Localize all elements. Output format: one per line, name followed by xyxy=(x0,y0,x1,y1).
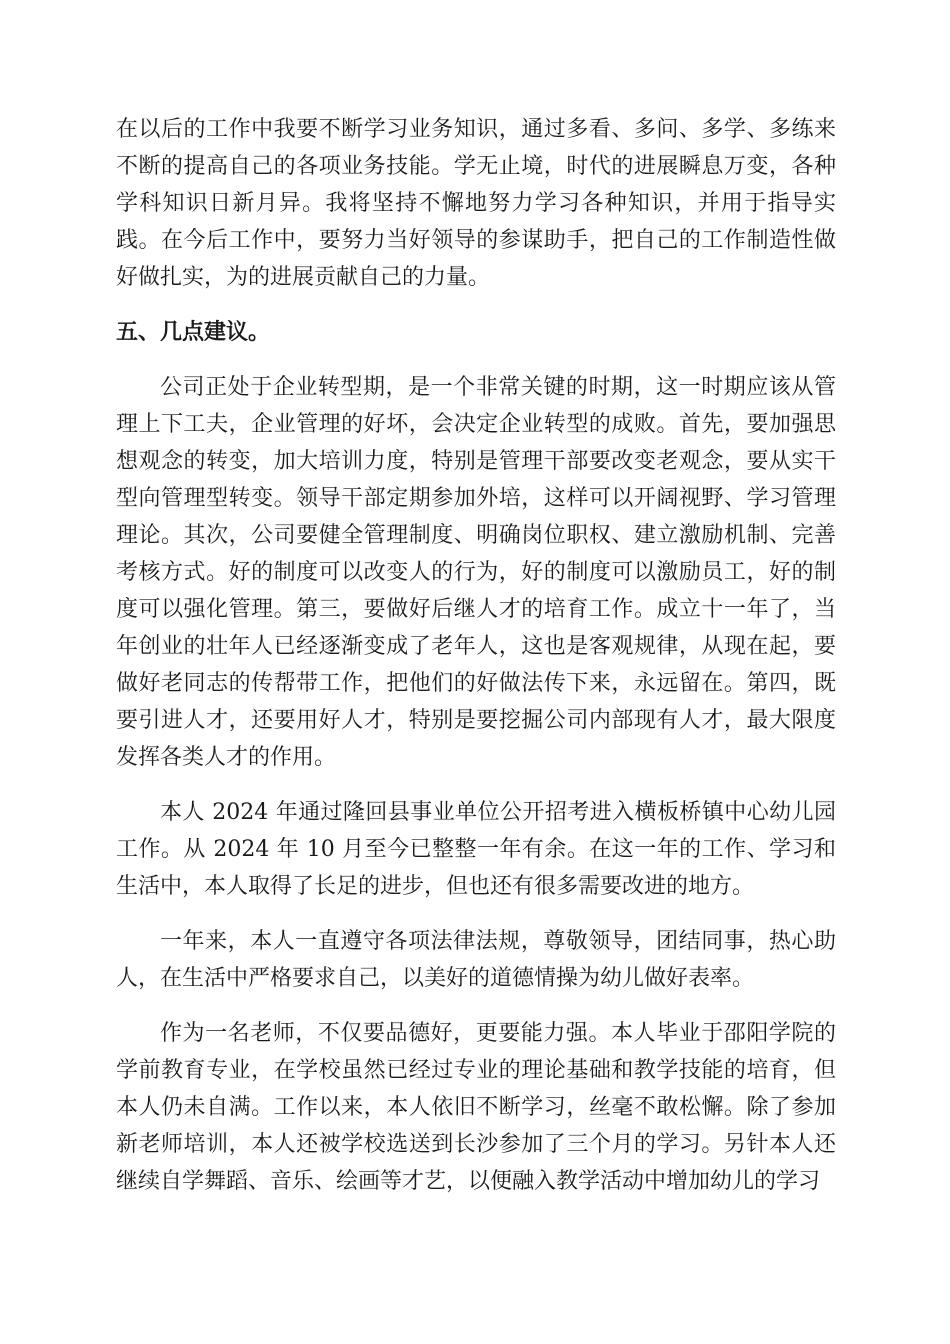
paragraph-company-suggestions: 公司正处于企业转型期，是一个非常关键的时期，这一时期应该从管理上下工夫，企业管理的好坏，会决定企业转型的成败。首先，要加强思想观念的转变，加大培训力度，特别是管理干部要改变老观念，要从实干型向管理型转变。领导干部定期参加外培，这样可以开阔视野、学习管理理论。其次，公司要健全管理制度、明确岗位职权、建立激励机制、完善考核方式。好的制度可以改变人的行为，好的制度可以激励员工，好的制度可以强化管理。第三，要做好后继人才的培育工作。成立十一年了，当年创业的壮年人已经逐渐变成了老年人，这也是客观规律，从现在起，要做好老同志的传帮带工作，把他们的好做法传下来，永远留在。第四，既要引进人才，还要用好人才，特别是要挖掘公司内部现有人才，最大限度发挥各类人才的作用。 xyxy=(116,375,836,770)
paragraph-personal-background: 本人 2024 年通过隆回县事业单位公开招考进入横板桥镇中心幼儿园工作。从 2024 年 10 月至今已整整一年有余。在这一年的工作、学习和生活中，本人取得了长足的进步，但也还有很多需要改进的地方。 xyxy=(116,800,836,899)
section-heading-suggestions: 五、几点建议。 xyxy=(116,320,271,345)
document-body xyxy=(116,111,836,1218)
paragraph-teacher-ability: 作为一名老师，不仅要品德好，更要能力强。本人毕业于邵阳学院的学前教育专业，在学校虽然已经过专业的理论基础和教学技能的培育，但本人仍未自满。工作以来，本人依旧不断学习，丝毫不敢松懈。除了参加新老师培训，本人还被学校选送到长沙参加了三个月的学习。另针本人还继续自学舞蹈、音乐、绘画等才艺，以便融入教学活动中增加幼儿的学习 xyxy=(116,1021,836,1194)
paragraph-conduct: 一年来，本人一直遵守各项法律法规，尊敬领导，团结同事，热心助人，在生活中严格要求自己，以美好的道德情操为幼儿做好表率。 xyxy=(116,929,836,991)
paragraph-work-learning: 在以后的工作中我要不断学习业务知识，通过多看、多问、多学、多练来不断的提高自己的各项业务技能。学无止境，时代的进展瞬息万变，各种学科知识日新月异。我将坚持不懈地努力学习各种知识，并用于指导实践。在今后工作中，要努力当好领导的参谋助手，把自己的工作制造性做好做扎实，为的进展贡献自己的力量。 xyxy=(116,117,836,290)
